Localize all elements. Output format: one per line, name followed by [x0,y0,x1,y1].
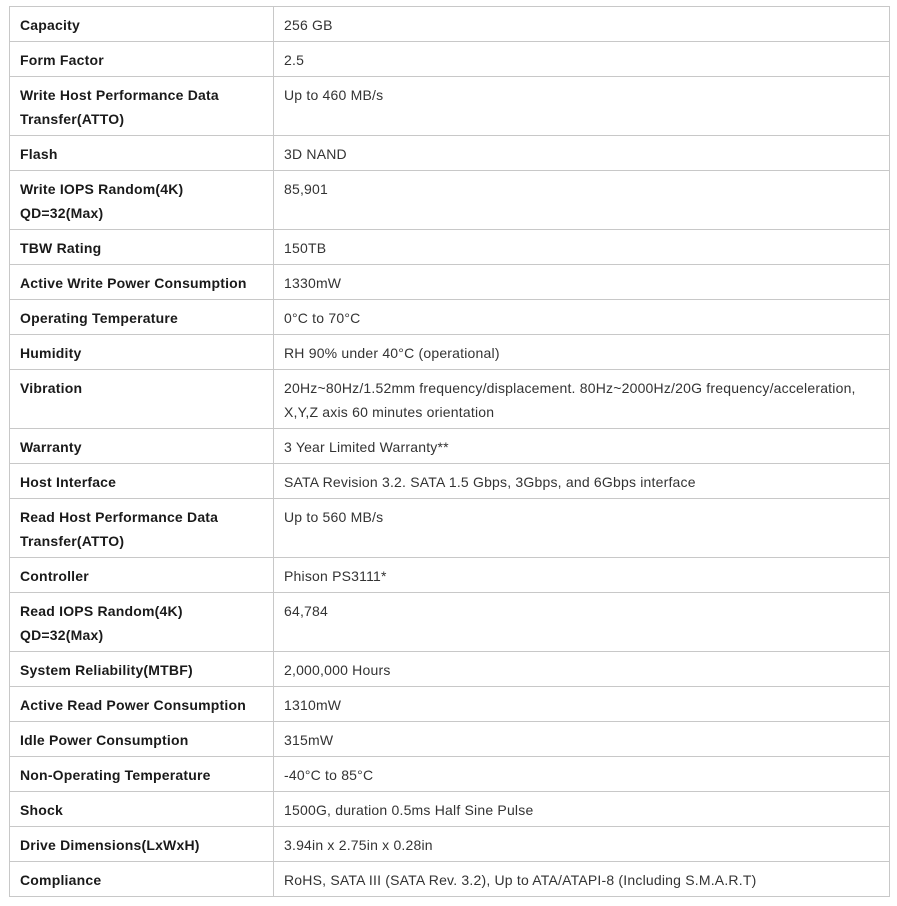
spec-table [9,6,890,897]
spec-value: 85,901 [274,171,890,230]
spec-value: 0°C to 70°C [274,300,890,335]
spec-row-shock [10,792,890,827]
spec-label: Idle Power Consumption [10,722,274,757]
spec-label: Flash [10,136,274,171]
spec-label: System Reliability(MTBF) [10,652,274,687]
spec-value: Up to 560 MB/s [274,499,890,558]
spec-value: 2.5 [274,42,890,77]
spec-row-read-host-performance [10,499,890,558]
spec-label: Write Host Performance Data Transfer(ATTO) [10,77,274,136]
spec-value: Up to 460 MB/s [274,77,890,136]
spec-row-operating-temperature [10,300,890,335]
spec-value: 20Hz~80Hz/1.52mm frequency/displacement. 80Hz~2000Hz/20G frequency/acceleration, X,Y,Z axis 60 minutes orientation [274,370,890,429]
spec-value: 150TB [274,230,890,265]
spec-value: 1500G, duration 0.5ms Half Sine Pulse [274,792,890,827]
spec-label: Read IOPS Random(4K) QD=32(Max) [10,593,274,652]
spec-value: Phison PS3111* [274,558,890,593]
spec-value: RH 90% under 40°C (operational) [274,335,890,370]
spec-value: 3.94in x 2.75in x 0.28in [274,827,890,862]
spec-row-vibration [10,370,890,429]
spec-value: 64,784 [274,593,890,652]
spec-row-compliance [10,862,890,897]
spec-label: Capacity [10,7,274,42]
spec-row-system-reliability [10,652,890,687]
spec-row-active-write-power [10,265,890,300]
spec-row-warranty [10,429,890,464]
spec-label: Write IOPS Random(4K) QD=32(Max) [10,171,274,230]
spec-label: Non-Operating Temperature [10,757,274,792]
spec-label: Controller [10,558,274,593]
spec-value: 315mW [274,722,890,757]
spec-label: Active Read Power Consumption [10,687,274,722]
spec-label: Vibration [10,370,274,429]
spec-label: Shock [10,792,274,827]
spec-row-humidity [10,335,890,370]
spec-row-controller [10,558,890,593]
spec-value: SATA Revision 3.2. SATA 1.5 Gbps, 3Gbps, and 6Gbps interface [274,464,890,499]
spec-row-host-interface [10,464,890,499]
spec-value: RoHS, SATA III (SATA Rev. 3.2), Up to ATA/ATAPI-8 (Including S.M.A.R.T) [274,862,890,897]
spec-value: 2,000,000 Hours [274,652,890,687]
spec-label: Active Write Power Consumption [10,265,274,300]
spec-value: 3D NAND [274,136,890,171]
spec-label: Read Host Performance Data Transfer(ATTO) [10,499,274,558]
spec-label: Compliance [10,862,274,897]
spec-row-non-operating-temperature [10,757,890,792]
spec-row-idle-power [10,722,890,757]
spec-label: Host Interface [10,464,274,499]
spec-label: Operating Temperature [10,300,274,335]
spec-row-capacity [10,7,890,42]
spec-value: 1330mW [274,265,890,300]
spec-row-tbw-rating [10,230,890,265]
spec-row-active-read-power [10,687,890,722]
spec-row-write-host-performance [10,77,890,136]
spec-value: 1310mW [274,687,890,722]
spec-row-read-iops [10,593,890,652]
spec-value: 3 Year Limited Warranty** [274,429,890,464]
spec-row-form-factor [10,42,890,77]
spec-row-drive-dimensions [10,827,890,862]
spec-label: Humidity [10,335,274,370]
spec-row-write-iops [10,171,890,230]
spec-value: -40°C to 85°C [274,757,890,792]
spec-value: 256 GB [274,7,890,42]
spec-row-flash [10,136,890,171]
spec-label: TBW Rating [10,230,274,265]
spec-label: Form Factor [10,42,274,77]
spec-label: Drive Dimensions(LxWxH) [10,827,274,862]
spec-label: Warranty [10,429,274,464]
